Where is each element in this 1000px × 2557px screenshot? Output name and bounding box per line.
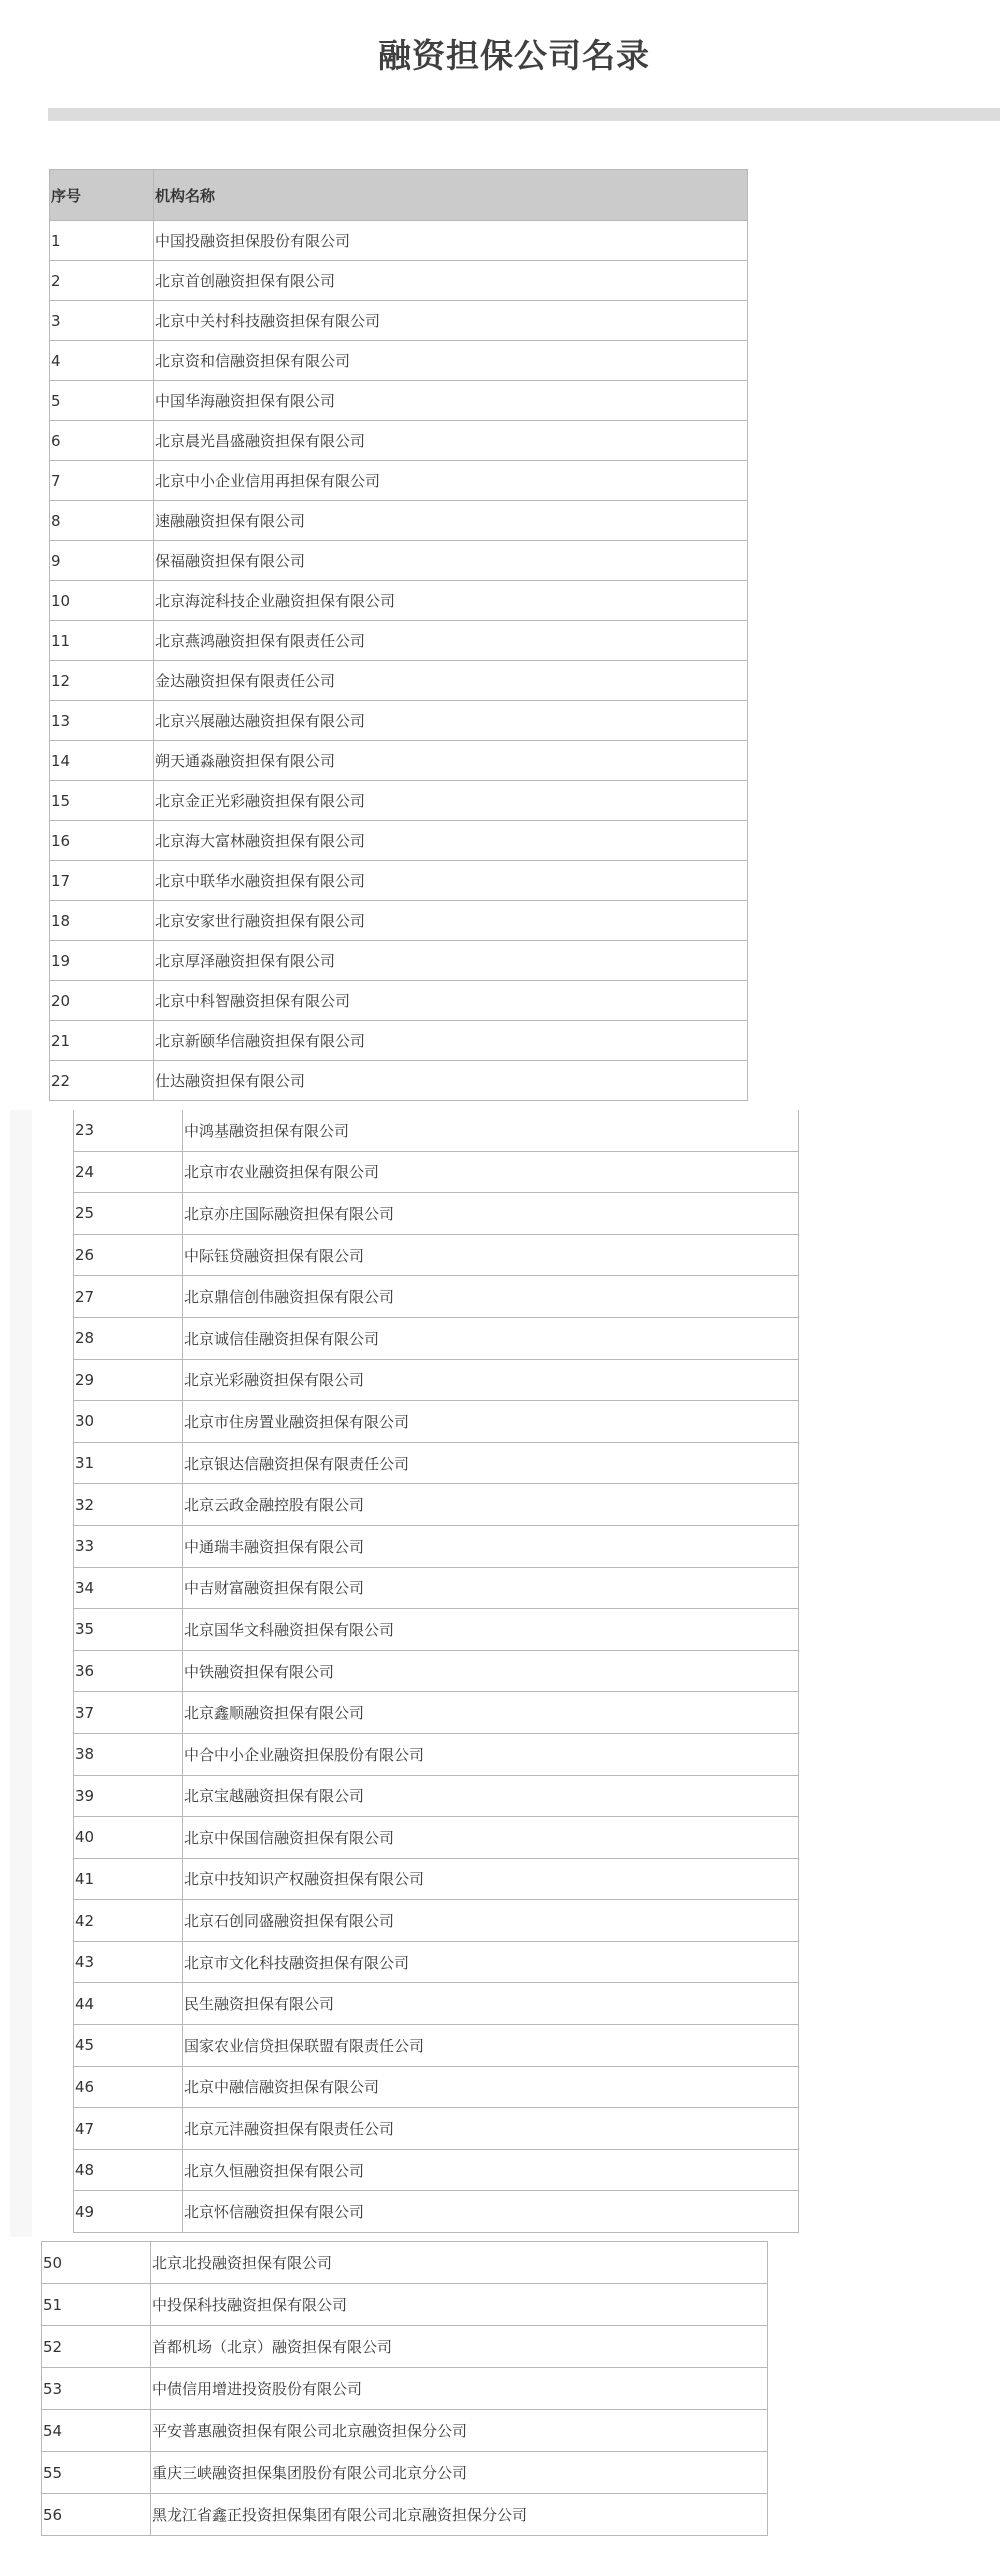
row-index: 5 <box>50 381 154 421</box>
row-index: 13 <box>50 701 154 741</box>
institution-name: 北京诚信佳融资担保有限公司 <box>183 1317 799 1359</box>
table-row <box>74 1983 799 2025</box>
row-index: 17 <box>50 861 154 901</box>
row-index: 19 <box>50 941 154 981</box>
institution-name: 国家农业信贷担保联盟有限责任公司 <box>183 2025 799 2067</box>
row-index: 56 <box>42 2494 151 2536</box>
row-index: 30 <box>74 1401 183 1443</box>
table-row <box>74 1941 799 1983</box>
table-row <box>50 781 748 821</box>
company-table-part-1 <box>49 169 748 1101</box>
institution-name: 北京兴展融达融资担保有限公司 <box>154 701 748 741</box>
row-index: 39 <box>74 1775 183 1817</box>
row-index: 45 <box>74 2025 183 2067</box>
row-index: 8 <box>50 501 154 541</box>
page-title: 融资担保公司名录 <box>378 36 650 75</box>
institution-name: 北京国华文科融资担保有限公司 <box>183 1609 799 1651</box>
row-index: 2 <box>50 261 154 301</box>
table-row <box>74 1234 799 1276</box>
institution-name: 速融融资担保有限公司 <box>154 501 748 541</box>
institution-name: 中国投融资担保股份有限公司 <box>154 221 748 261</box>
table-row <box>42 2410 768 2452</box>
row-index: 51 <box>42 2284 151 2326</box>
table-row <box>50 861 748 901</box>
row-index: 49 <box>74 2191 183 2233</box>
institution-name: 民生融资担保有限公司 <box>183 1983 799 2025</box>
table-row <box>50 741 748 781</box>
row-index: 6 <box>50 421 154 461</box>
table-header-row <box>50 170 748 221</box>
row-index: 35 <box>74 1609 183 1651</box>
row-index: 40 <box>74 1817 183 1859</box>
row-index: 42 <box>74 1900 183 1942</box>
table-row <box>42 2242 768 2284</box>
institution-name: 中国华海融资担保有限公司 <box>154 381 748 421</box>
header-index: 序号 <box>50 170 154 221</box>
institution-name: 北京宝越融资担保有限公司 <box>183 1775 799 1817</box>
institution-name: 北京安家世行融资担保有限公司 <box>154 901 748 941</box>
institution-name: 中铁融资担保有限公司 <box>183 1650 799 1692</box>
institution-name: 北京资和信融资担保有限公司 <box>154 341 748 381</box>
row-index: 31 <box>74 1442 183 1484</box>
institution-name: 仕达融资担保有限公司 <box>154 1061 748 1101</box>
row-index: 48 <box>74 2149 183 2191</box>
institution-name: 中通瑞丰融资担保有限公司 <box>183 1525 799 1567</box>
row-index: 50 <box>42 2242 151 2284</box>
institution-name: 北京海淀科技企业融资担保有限公司 <box>154 581 748 621</box>
institution-name: 平安普惠融资担保有限公司北京融资担保分公司 <box>151 2410 768 2452</box>
row-index: 55 <box>42 2452 151 2494</box>
row-index: 43 <box>74 1941 183 1983</box>
row-index: 3 <box>50 301 154 341</box>
row-index: 29 <box>74 1359 183 1401</box>
table-row <box>50 821 748 861</box>
table-row <box>74 1775 799 1817</box>
title-divider-bar <box>48 108 1000 121</box>
row-index: 44 <box>74 1983 183 2025</box>
institution-name: 北京金正光彩融资担保有限公司 <box>154 781 748 821</box>
institution-name: 重庆三峡融资担保集团股份有限公司北京分公司 <box>151 2452 768 2494</box>
row-index: 20 <box>50 981 154 1021</box>
row-index: 53 <box>42 2368 151 2410</box>
table-row <box>42 2326 768 2368</box>
table-row <box>74 1900 799 1942</box>
institution-name: 北京鼎信创伟融资担保有限公司 <box>183 1276 799 1318</box>
row-index: 4 <box>50 341 154 381</box>
table-row <box>42 2368 768 2410</box>
institution-name: 北京中保国信融资担保有限公司 <box>183 1817 799 1859</box>
table-row <box>50 1021 748 1061</box>
table-row <box>74 1317 799 1359</box>
row-index: 12 <box>50 661 154 701</box>
row-index: 7 <box>50 461 154 501</box>
institution-name: 北京市文化科技融资担保有限公司 <box>183 1941 799 1983</box>
institution-name: 北京海大富林融资担保有限公司 <box>154 821 748 861</box>
table-row <box>74 1858 799 1900</box>
table-row <box>74 1276 799 1318</box>
table-row <box>50 981 748 1021</box>
row-index: 34 <box>74 1567 183 1609</box>
institution-name: 北京首创融资担保有限公司 <box>154 261 748 301</box>
row-index: 24 <box>74 1151 183 1193</box>
institution-name: 北京怀信融资担保有限公司 <box>183 2191 799 2233</box>
institution-name: 北京久恒融资担保有限公司 <box>183 2149 799 2191</box>
company-table-part-2 <box>73 1110 799 2233</box>
table-row <box>74 1484 799 1526</box>
company-table-part-3 <box>41 2241 768 2536</box>
table-row <box>74 2191 799 2233</box>
row-index: 22 <box>50 1061 154 1101</box>
table-row <box>74 1567 799 1609</box>
row-index: 38 <box>74 1733 183 1775</box>
institution-name: 北京元沣融资担保有限责任公司 <box>183 2108 799 2150</box>
institution-name: 金达融资担保有限责任公司 <box>154 661 748 701</box>
institution-name: 北京中联华水融资担保有限公司 <box>154 861 748 901</box>
institution-name: 北京市住房置业融资担保有限公司 <box>183 1401 799 1443</box>
table-row <box>42 2284 768 2326</box>
institution-name: 北京晨光昌盛融资担保有限公司 <box>154 421 748 461</box>
table-row <box>74 1401 799 1443</box>
institution-name: 中鸿基融资担保有限公司 <box>183 1110 799 1151</box>
row-index: 54 <box>42 2410 151 2452</box>
row-index: 10 <box>50 581 154 621</box>
table-row <box>50 381 748 421</box>
institution-name: 北京银达信融资担保有限责任公司 <box>183 1442 799 1484</box>
institution-name: 北京中小企业信用再担保有限公司 <box>154 461 748 501</box>
institution-name: 北京云政金融控股有限公司 <box>183 1484 799 1526</box>
institution-name: 北京中融信融资担保有限公司 <box>183 2066 799 2108</box>
institution-name: 黑龙江省鑫正投资担保集团有限公司北京融资担保分公司 <box>151 2494 768 2536</box>
institution-name: 北京中技知识产权融资担保有限公司 <box>183 1858 799 1900</box>
side-strip <box>10 1110 32 2237</box>
table-row <box>50 941 748 981</box>
row-index: 18 <box>50 901 154 941</box>
table-row <box>74 1151 799 1193</box>
row-index: 23 <box>74 1110 183 1151</box>
table-row <box>74 1193 799 1235</box>
row-index: 37 <box>74 1692 183 1734</box>
row-index: 36 <box>74 1650 183 1692</box>
table-row <box>50 581 748 621</box>
table-body-part-3 <box>42 2242 768 2536</box>
table-row <box>74 2025 799 2067</box>
table-row <box>50 461 748 501</box>
institution-name: 北京亦庄国际融资担保有限公司 <box>183 1193 799 1235</box>
table-row <box>50 421 748 461</box>
row-index: 41 <box>74 1858 183 1900</box>
institution-name: 北京新颐华信融资担保有限公司 <box>154 1021 748 1061</box>
row-index: 9 <box>50 541 154 581</box>
row-index: 27 <box>74 1276 183 1318</box>
institution-name: 首都机场（北京）融资担保有限公司 <box>151 2326 768 2368</box>
institution-name: 北京中关村科技融资担保有限公司 <box>154 301 748 341</box>
table-row <box>50 541 748 581</box>
table-row <box>50 501 748 541</box>
table-row <box>74 2149 799 2191</box>
row-index: 33 <box>74 1525 183 1567</box>
table-row <box>74 1110 799 1151</box>
institution-name: 北京光彩融资担保有限公司 <box>183 1359 799 1401</box>
institution-name: 朔天通淼融资担保有限公司 <box>154 741 748 781</box>
institution-name: 北京中科智融资担保有限公司 <box>154 981 748 1021</box>
table-row <box>50 221 748 261</box>
institution-name: 北京厚泽融资担保有限公司 <box>154 941 748 981</box>
table-row <box>42 2494 768 2536</box>
row-index: 32 <box>74 1484 183 1526</box>
institution-name: 北京北投融资担保有限公司 <box>151 2242 768 2284</box>
row-index: 46 <box>74 2066 183 2108</box>
table-row <box>74 1650 799 1692</box>
table-row <box>74 1733 799 1775</box>
institution-name: 中债信用增进投资股份有限公司 <box>151 2368 768 2410</box>
table-row <box>74 1692 799 1734</box>
institution-name: 北京鑫顺融资担保有限公司 <box>183 1692 799 1734</box>
row-index: 1 <box>50 221 154 261</box>
table-row <box>74 2066 799 2108</box>
table-row <box>50 1061 748 1101</box>
table-row <box>74 1359 799 1401</box>
table-body-part-1 <box>50 221 748 1101</box>
table-row <box>74 2108 799 2150</box>
table-row <box>50 661 748 701</box>
row-index: 16 <box>50 821 154 861</box>
table-row <box>50 901 748 941</box>
row-index: 15 <box>50 781 154 821</box>
table-row <box>74 1609 799 1651</box>
table-row <box>50 341 748 381</box>
table-row <box>74 1525 799 1567</box>
institution-name: 中际钰贷融资担保有限公司 <box>183 1234 799 1276</box>
institution-name: 中吉财富融资担保有限公司 <box>183 1567 799 1609</box>
table-row <box>50 701 748 741</box>
table-row <box>50 621 748 661</box>
table-row <box>50 301 748 341</box>
institution-name: 保福融资担保有限公司 <box>154 541 748 581</box>
row-index: 52 <box>42 2326 151 2368</box>
row-index: 28 <box>74 1317 183 1359</box>
row-index: 25 <box>74 1193 183 1235</box>
row-index: 26 <box>74 1234 183 1276</box>
row-index: 47 <box>74 2108 183 2150</box>
table-row <box>74 1442 799 1484</box>
row-index: 11 <box>50 621 154 661</box>
table-row <box>50 261 748 301</box>
institution-name: 北京燕鸿融资担保有限责任公司 <box>154 621 748 661</box>
table-row <box>42 2452 768 2494</box>
table-body-part-2 <box>74 1110 799 2233</box>
row-index: 14 <box>50 741 154 781</box>
institution-name: 中投保科技融资担保有限公司 <box>151 2284 768 2326</box>
institution-name: 中合中小企业融资担保股份有限公司 <box>183 1733 799 1775</box>
table-row <box>74 1817 799 1859</box>
row-index: 21 <box>50 1021 154 1061</box>
header-institution-name: 机构名称 <box>154 170 748 221</box>
institution-name: 北京石创同盛融资担保有限公司 <box>183 1900 799 1942</box>
institution-name: 北京市农业融资担保有限公司 <box>183 1151 799 1193</box>
